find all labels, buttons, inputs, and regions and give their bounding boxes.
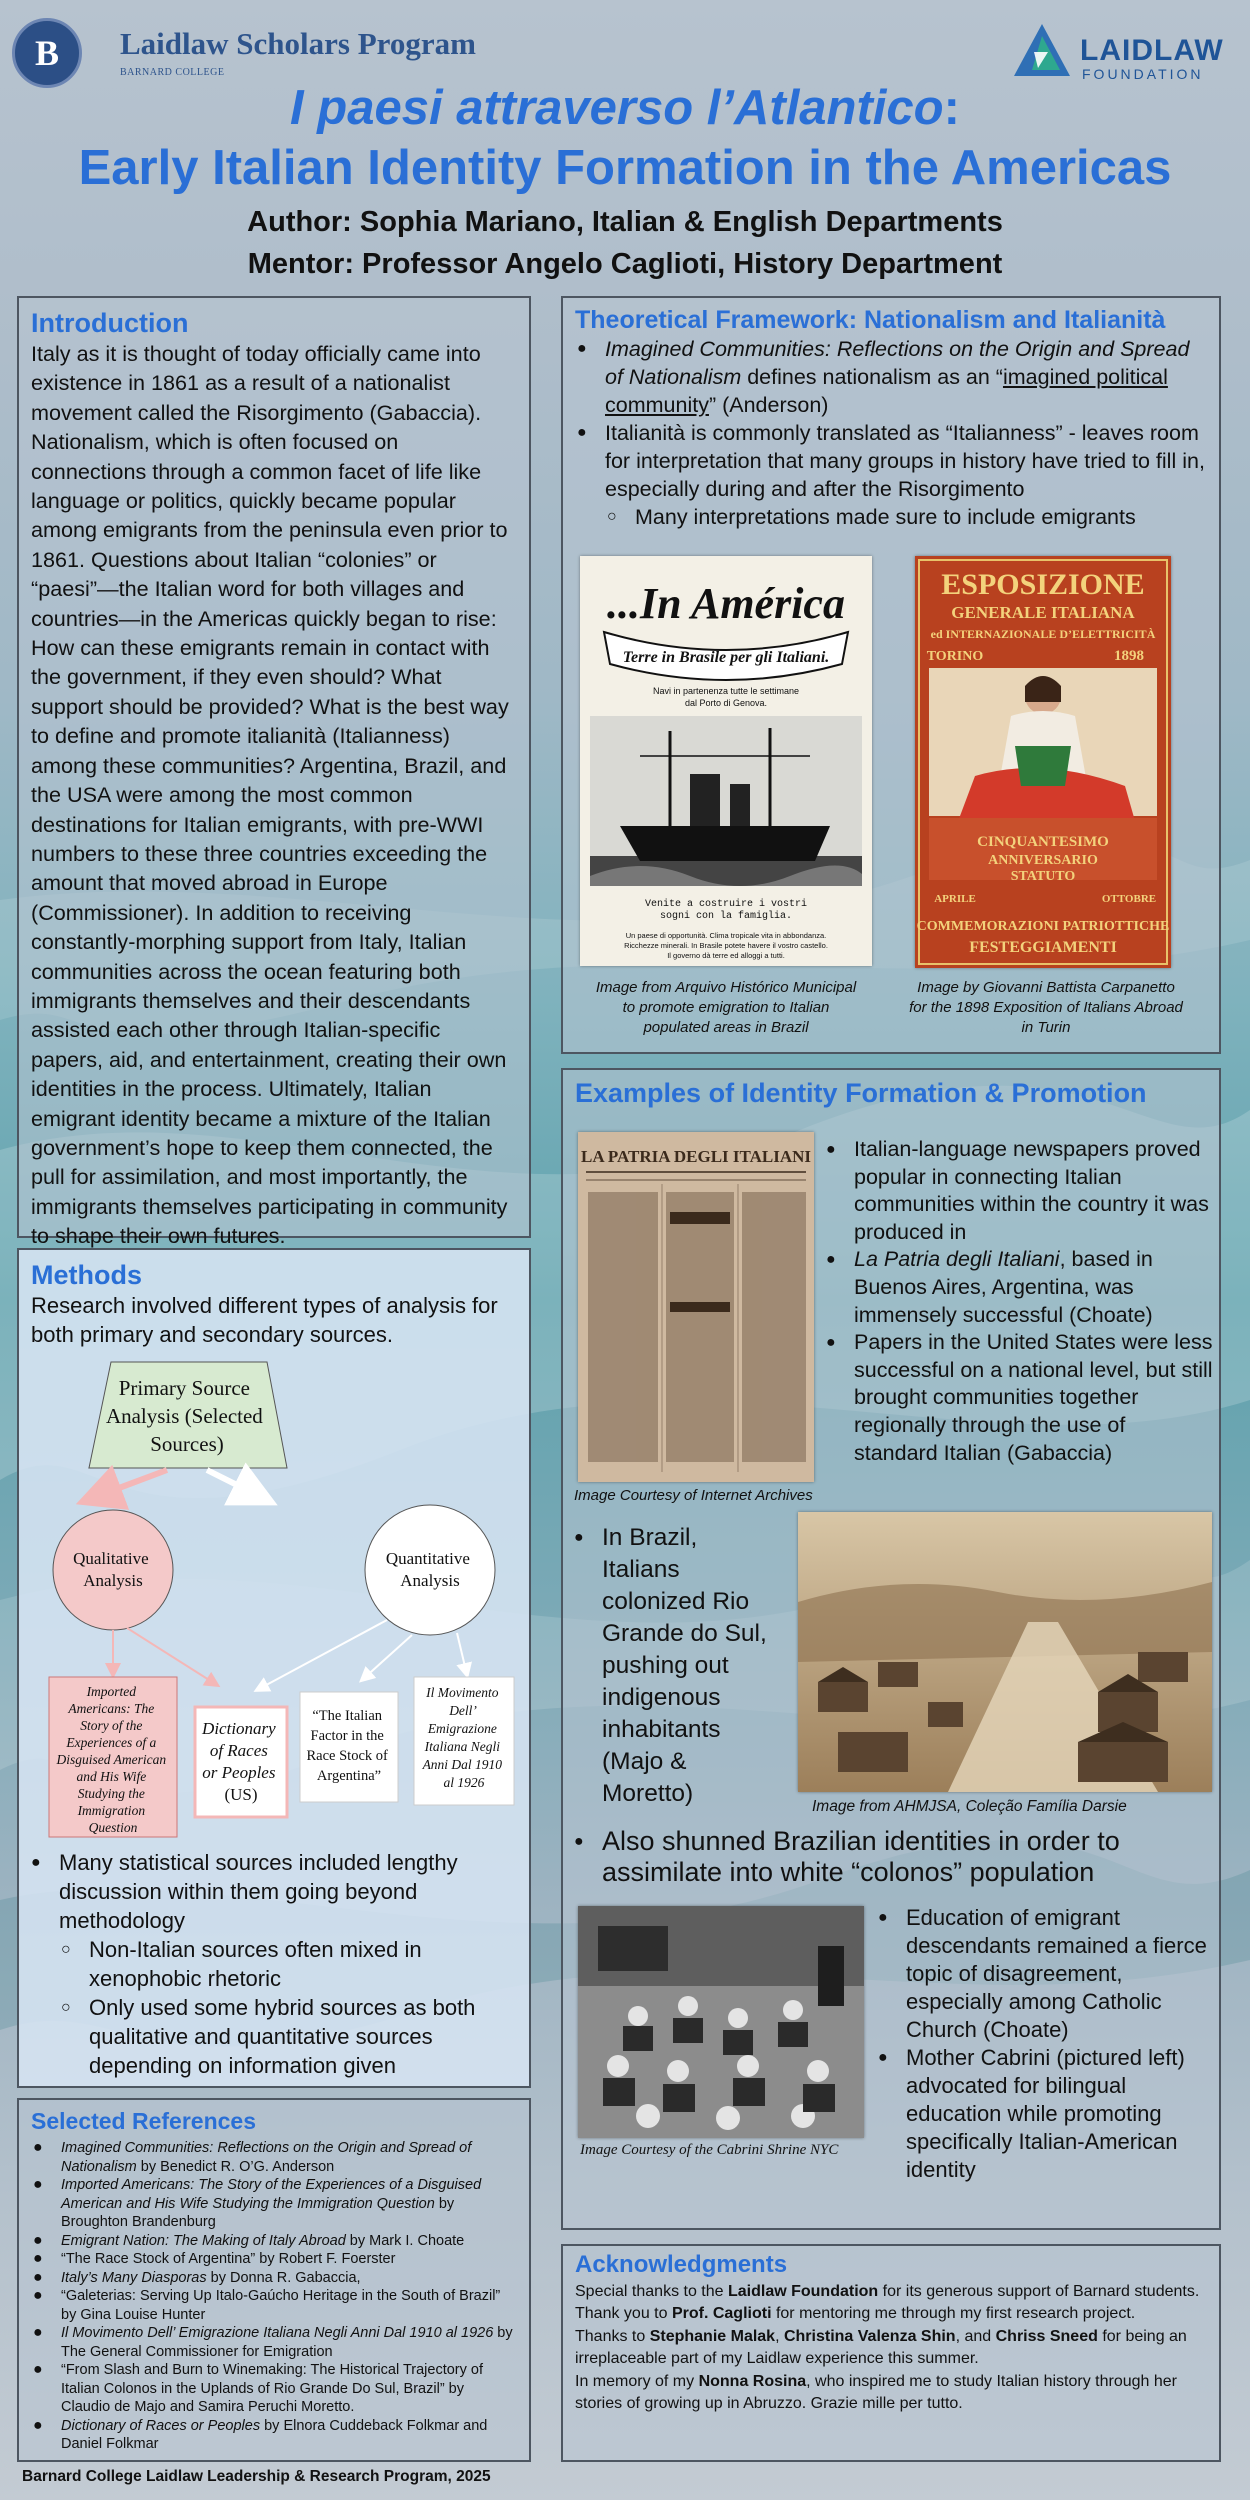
newspaper-bullets [824,1136,1214,1467]
author-line: Author: Sophia Mariano, Italian & English Departments [247,206,1003,238]
reference-item: ● “From Slash and Burn to Winemaking: The Historical Trajectory of Italian Colonos in the Uplands of Rio Grande Do Sul, Brazil” by Claudio de Majo and Samira Peruchi Moretto. [31,2361,517,2417]
root-line2: Analysis (Selected [105,1404,263,1428]
newspaper-bullet-3: ● Papers in the United States were less successful on a national level, but still brought communities together regionally through the use of standard Italian (Gabaccia) [824,1329,1214,1467]
svg-text:“The Italian Factor in the: “The Italian Factor in the Race Stock of Argentina” [306,1708,388,1784]
introduction-panel [17,296,531,1249]
framework-bullet-1: ● Imagined Communities: Reflections on the Origin and Spread of Nationalism defines nationalism as an “imagined political community” (Anderson) [575,335,1207,419]
methods-sub-2: ○ Only used some hybrid sources as both qualitative and quantitative sources depending on information given [59,1993,519,2080]
svg-text:FESTEGGIAMENTI: FESTEGGIAMENTI [969,939,1117,956]
reference-item: ● “The Race Stock of Argentina” by Robert F. Foerster [31,2250,517,2269]
reference-item: ● Italy’s Many Diasporas by Donna R. Gabaccia, [31,2269,517,2288]
laidlaw-foundation-name: LAIDLAW [1080,34,1224,67]
framework-title: Theoretical Framework: Nationalism and Italianità [575,306,1166,334]
poster-title-line2: Early Italian Identity Formation in the Americas [78,141,1172,195]
reference-item: ● Imported Americans: The Story of the Experiences of a Disguised American and His Wife Studying the Immigration Question by Broughton Brandenburg [31,2176,517,2232]
laidlaw-foundation-sub: FOUNDATION [1082,66,1204,82]
framework-bullet-2: ● Italianità is commonly translated as “Italianness” - leaves room for interpretation that many groups in history have tried to fill in, especially during and after the Risorgimento ○ Many interpretations made sure to include emigrants [575,419,1207,531]
methods-title: Methods [31,1260,142,1290]
svg-text:Navi in partenenza tutte le se: Navi in partenenza tutte le settimane [652,686,800,696]
svg-text:GENERALE ITALIANA: GENERALE ITALIANA [951,603,1135,622]
svg-text:Il Movimento Dell’ Emi: Il Movimento Dell’ Emigrazione Italiana Negli Anni Dal 1910 al 1926 [422,1685,503,1790]
framework-bullets [575,335,1207,531]
poster2-title: ESPOSIZIONE [941,568,1145,601]
reference-item: ● “Galeterias: Serving Up Italo-Gaúcho Heritage in the South of Brazil” by Gina Louise Hunter [31,2287,517,2324]
title-colon: : [943,81,960,135]
svg-text:COMMEMORAZIONI PATRIOTTICHE: COMMEMORAZIONI PATRIOTTICHE [916,919,1170,934]
poster1-caption: Image from Arquivo Histórico Municipal to promote emigration to Italian populated areas in Brazil [595,979,857,1036]
svg-text:APRILE: APRILE [934,893,976,905]
svg-text:sogni con la famiglia.: sogni con la famiglia. [659,911,793,922]
methods-bullets [29,1848,519,2080]
svg-text:OTTOBRE: OTTOBRE [1101,893,1157,905]
root-line3: Sources) [150,1432,224,1456]
title-italic: I paesi attraverso l’Atlantico [290,81,944,135]
svg-text:CINQUANTESIMO: CINQUANTESIMO [977,834,1109,850]
reference-item: ● Imagined Communities: Reflections on the Origin and Spread of Nationalism by Benedict R. O’G. Anderson [31,2139,517,2176]
footer-text: Barnard College Laidlaw Leadership & Research Program, 2025 [22,2468,491,2485]
brazil-bullet: ● In Brazil, Italians colonized Rio Grande do Sul, pushing out indigenous inhabitants (Majo & Moretto) [572,1522,802,1810]
town-caption: Image from AHMJSA, Coleção Família Darsie [812,1798,1127,1815]
mentor-line: Mentor: Professor Angelo Caglioti, History Department [247,248,1003,280]
barnard-seal-logo [12,18,82,88]
svg-text:dal Porto di Genova.: dal Porto di Genova. [684,698,768,708]
ack-line-1: Special thanks to the Laidlaw Foundation for its generous support of Barnard students. [575,2282,1200,2300]
cabrini-classroom-image [578,1906,864,2138]
references-list [31,2139,517,2454]
svg-text:Il governo dà terre ed alloggi: Il governo dà terre ed alloggi a tutti. [667,951,785,960]
svg-text:1898: 1898 [1114,648,1144,664]
qual-line1: Qualitative [73,1549,149,1568]
program-subtitle: BARNARD COLLEGE [120,67,225,78]
poster2-caption: Image by Giovanni Battista Carpanetto for the 1898 Exposition of Italians Abroad in Turin [909,979,1183,1036]
svg-text:ed INTERNAZIONALE D’ELETTRICIT: ed INTERNAZIONALE D’ELETTRICITÀ [930,627,1156,641]
ack-line-3: Thanks to Stephanie Malak, Christina Valenza Shin, and Chriss Sneed for being an irreplaceable part of my Laidlaw experience this summer. [575,2327,1187,2367]
methods-intro: Research involved different types of analysis for both primary and secondary sources. [31,1293,498,1347]
assimilate-bullet: ● Also shunned Brazilian identities in order to assimilate into white “colonos” population [572,1826,1212,1888]
seal-letter: B [34,33,59,73]
quant-line2: Analysis [400,1571,460,1590]
classroom-caption: Image Courtesy of the Cabrini Shrine NYC [580,2142,839,2158]
in-america-poster-image [580,556,872,966]
svg-text:TORINO: TORINO [926,649,984,664]
svg-text:Venite a costruire i vostri: Venite a costruire i vostri [644,899,808,910]
qual-line2: Analysis [83,1571,143,1590]
poster1-title: ...In América [607,579,845,628]
reference-item: ● Dictionary of Races or Peoples by Elnora Cuddeback Folkmar and Daniel Folkmar [31,2417,517,2454]
rio-grande-town-image [798,1512,1212,1792]
acknowledgments-panel [561,2244,1221,2462]
poster1-banner: Terre in Brasile per gli Italiani. [622,649,830,666]
svg-text:STATUTO: STATUTO [1010,869,1076,884]
references-title: Selected References [31,2108,257,2134]
acknowledgments-title: Acknowledgments [575,2251,788,2278]
svg-text:Imported Americans: The: Imported Americans: The Story of the Experiences of a Disguised American and His Wife Studying the Immigration Question [56,1684,167,1835]
newspaper-caption: Image Courtesy of Internet Archives [574,1487,813,1504]
ack-line-4: In memory of my Nonna Rosina, who inspired me to study Italian history through her stories of growing up in Abruzzo. Grazie mille per tutto. [575,2372,1177,2412]
reference-item: ● Emigrant Nation: The Making of Italy Abroad by Mark I. Choate [31,2232,517,2251]
qualitative-node [53,1510,173,1630]
newspaper-bullet-1: ● Italian-language newspapers proved popular in connecting Italian communities within the country it was produced in [824,1136,1214,1246]
svg-text:Ricchezze minerali. In Brasile: Ricchezze minerali. In Brasile potete havere il vostro castello. [624,941,828,950]
introduction-title: Introduction [31,308,189,338]
education-bullet-2: ● Mother Cabrini (pictured left) advocated for bilingual education while promoting specifically Italian-American identity [876,2044,1216,2184]
program-name: Laidlaw Scholars Program [120,26,476,61]
assimilate-bullet-list [572,1826,1212,1888]
education-bullets [876,1904,1216,2184]
references-panel [17,2098,531,2462]
quant-line1: Quantitative [385,1549,470,1568]
laidlaw-triangle-logo [1012,22,1072,78]
ack-line-2: Thank you to Prof. Caglioti for mentoring me through my first research project. [575,2305,1136,2322]
svg-text:ANNIVERSARIO: ANNIVERSARIO [988,853,1098,868]
brazil-bullet-list [572,1522,802,1810]
examples-title: Examples of Identity Formation & Promotion [575,1078,1147,1108]
education-bullet-1: ● Education of emigrant descendants remained a fierce topic of disagreement, especially among Catholic Church (Choate) [876,1904,1216,2044]
newspaper-bullet-2: ● La Patria degli Italiani, based in Buenos Aires, Argentina, was immensely successful (Choate) [824,1246,1214,1329]
framework-sub: ○ Many interpretations made sure to include emigrants [605,503,1207,531]
methods-bullet-1: ● Many statistical sources included lengthy discussion within them going beyond methodology ○ Non-Italian sources often mixed in xenophobic rhetoric ○ Only used some hybrid sources as both qualitative and quantitative sources depending on information given [29,1848,519,2080]
newspaper-masthead: LA PATRIA DEGLI ITALIANI [580,1147,812,1166]
svg-text:Dictionary of Races or: Dictionary of Races or Peoples (US) [202,1719,276,1804]
newspaper-image [578,1132,814,1482]
esposizione-poster-image [915,556,1171,968]
root-line1: Primary Source [118,1376,250,1400]
methods-sub-1: ○ Non-Italian sources often mixed in xenophobic rhetoric [59,1935,519,1993]
poster-title-line1 [0,80,1250,136]
quantitative-node [365,1505,495,1635]
introduction-body: Italy as it is thought of today officially came into existence in 1861 as a result of a nationalist movement called the Risorgimento (Gabaccia). Nationalism, which is often focused on connections through a common facet of life like language or politics, quickly became popular among emigrants from the peninsula even prior to 1861. Questions about Italian “colonies” or “paesi”—the Italian word for both villages and countries—in the Americas quickly began to rise: How can these emigrants remain in contact with the government, if they even should? What support should be provided? What is the best way to define and promote italianità (Italianness) among these communities? Argentina, Brazil, and the USA were among the most common destinations for Italian emigrants, with pre-WWI numbers to these three countries exceeding the amount that moved abroad in Europe (Commissioner). In addition to receiving constantly-morphing support from Italy, Italian communities across the ocean featuring both immigrants themselves and their descendants assisted each other through Italian-specific papers, aid, and entertainment, creating their own identities in the process. Ultimately, Italian emigrant identity became a mixture of the Italian government’s hope to keep them connected, the pull for assimilation, and most importantly, the immigrants themselves participating in community to shape their own futures. [31,341,509,1249]
svg-text:Un paese di opportunità. Clima: Un paese di opportunità. Clima tropicale vita in abbondanza. [625,931,827,940]
methods-diagram [17,1350,531,1850]
reference-item: ● Il Movimento Dell’ Emigrazione Italiana Negli Anni Dal 1910 al 1926 by The General Commissioner for Emigration [31,2324,517,2361]
